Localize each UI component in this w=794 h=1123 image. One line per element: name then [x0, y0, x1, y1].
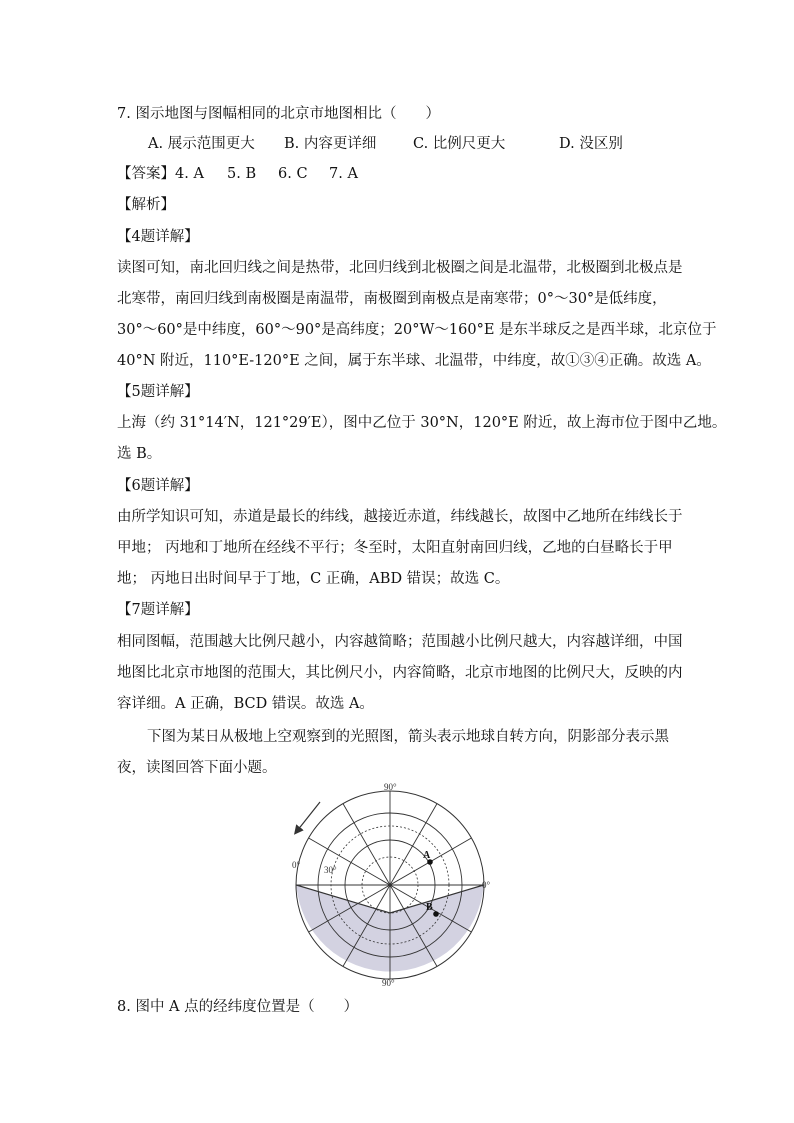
q6-text-line: 由所学知识可知，赤道是最长的纬线，越接近赤道，纬线越长，故图中乙地所在纬线长于 [117, 509, 683, 525]
q5-text-line: 选 B。 [117, 446, 162, 462]
q4-text-line: 30°～60°是中纬度，60°～90°是高纬度；20°W～160°E 是东半球反之是西半球，北京位于 [117, 322, 717, 338]
q4-text-line: 北寒带，南回归线到南极圈是南温带，南极圈到南极点是南寒带；0°～30°是低纬度， [117, 291, 667, 307]
q7-text-line: 相同图幅，范围越大比例尺越小，内容越简略；范围越小比例尺越大，内容越详细，中国 [117, 634, 683, 650]
label-point-b: B [426, 902, 433, 913]
label-bottom-90: 90° [382, 978, 395, 988]
q4-text-line: 读图可知，南北回归线之间是热带，北回归线到北极圈之间是北温带，北极圈到北极点是 [117, 260, 683, 276]
q4-text-line: 40°N 附近，110°E-120°E 之间，属于东半球、北温带，中纬度，故①③④正确。故选 A。 [117, 353, 711, 369]
label-top-90: 90° [384, 782, 397, 792]
q7-text-line: 地图比北京市地图的范围大，其比例尺小，内容简略，北京市地图的比例尺大，反映的内 [117, 665, 683, 681]
answer-item: 5. B [227, 166, 257, 182]
point-b [433, 911, 439, 917]
polar-illumination-figure [280, 780, 510, 990]
figure-intro-line: 夜，读图回答下面小题。 [117, 760, 277, 776]
q7-heading: 【7题详解】 [117, 602, 199, 618]
answer-key [117, 164, 358, 184]
answer-item: 7. A [329, 166, 358, 182]
label-right-0: 0° [482, 880, 491, 890]
q7-option-c: C. 比例尺更大 [413, 136, 506, 152]
q7-option-d: D. 没区别 [559, 136, 623, 152]
answer-item: 6. C [278, 166, 308, 182]
label-point-a: A [423, 850, 431, 861]
q6-text-line: 甲地； 丙地和丁地所在经线不平行；冬至时，太阳直射南回归线，乙地的白昼略长于甲 [117, 540, 673, 556]
q6-text-line: 地； 丙地日出时间早于丁地，C 正确，ABD 错误；故选 C。 [117, 571, 510, 587]
meridian-lines [296, 791, 484, 979]
analysis-heading: 【解析】 [117, 197, 175, 213]
question-7-stem: 7. 图示地图与图幅相同的北京市地图相比（ ） [117, 106, 440, 122]
answer-label: 【答案】 [117, 166, 175, 182]
q5-text-line: 上海（约 31°14′N，121°29′E），图中乙位于 30°N，120°E 附近，故上海市位于图中乙地。 [117, 415, 727, 431]
figure-intro-line: 下图为某日从极地上空观察到的光照图，箭头表示地球自转方向，阴影部分表示黑 [147, 729, 669, 745]
q7-option-b: B. 内容更详细 [284, 136, 377, 152]
label-lat-30: 30° [324, 865, 337, 875]
q6-heading: 【6题详解】 [117, 478, 199, 494]
question-8-stem: 8. 图中 A 点的经纬度位置是（ ） [117, 999, 359, 1015]
q4-heading: 【4题详解】 [117, 229, 199, 245]
label-left-0: 0° [292, 860, 301, 870]
q7-option-a: A. 展示范围更大 [148, 136, 255, 152]
q7-text-line: 容详细。A 正确，BCD 错误。故选 A。 [117, 696, 374, 712]
answer-item: 4. A [175, 166, 204, 182]
q5-heading: 【5题详解】 [117, 384, 199, 400]
